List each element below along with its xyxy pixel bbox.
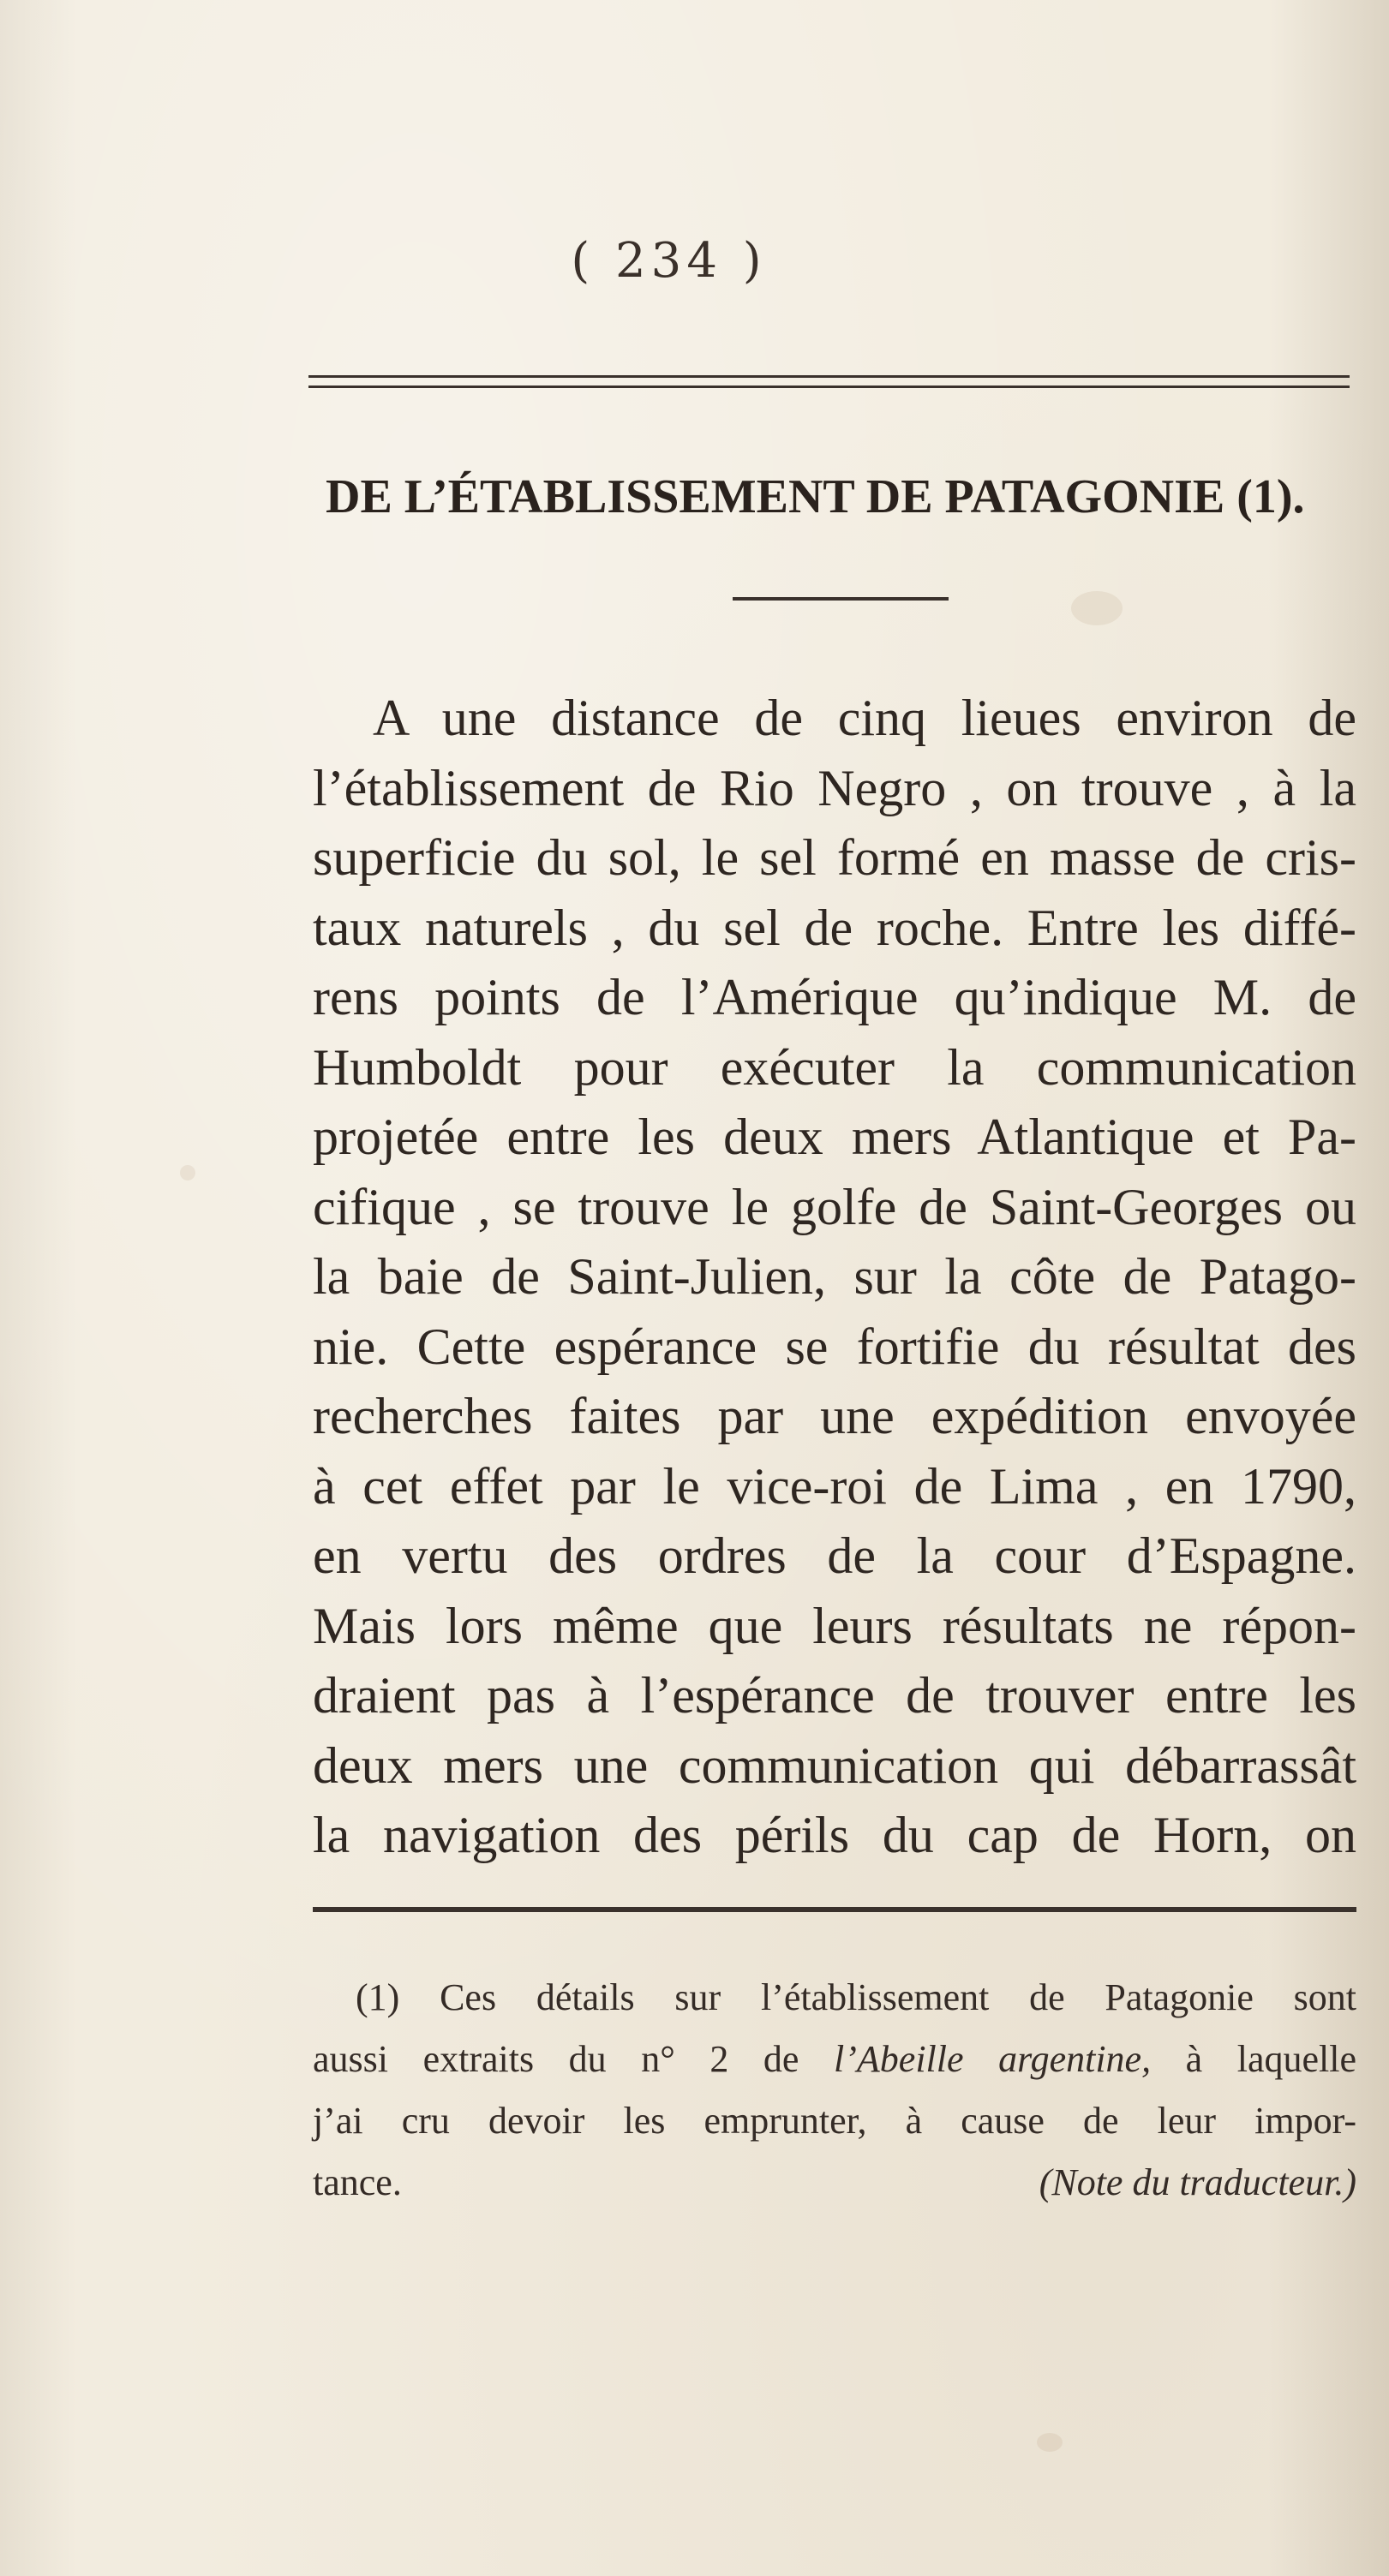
body-line: en vertu des ordres de la cour d’Espagne.	[313, 1527, 1356, 1584]
footnote-text: aussi extraits du n° 2 de	[313, 2038, 835, 2080]
footnote-text: à laquelle	[1151, 2038, 1357, 2080]
footnote-text: tance.	[313, 2161, 402, 2203]
body-line: projetée entre les deux mers Atlantique et Pa-	[313, 1109, 1356, 1165]
footnote-rule	[313, 1907, 1356, 1912]
header-rule-bottom	[308, 386, 1350, 388]
footnote	[313, 1967, 1356, 2214]
body-line: superficie du sol, le sel formé en masse de cris-	[313, 829, 1356, 886]
body-paragraph	[313, 684, 1356, 1871]
footnote-line: (1) Ces détails sur l’établissement de Patagonie sont	[356, 1976, 1356, 2018]
body-line: taux naturels , du sel de roche. Entre les diffé-	[313, 899, 1356, 956]
footnote-journal-title: l’Abeille argentine,	[834, 2038, 1152, 2080]
body-line: la navigation des périls du cap de Horn, on	[313, 1807, 1356, 1863]
body-line: la baie de Saint-Julien, sur la côte de Patago-	[313, 1248, 1356, 1305]
body-line: Humboldt pour exécuter la communication	[313, 1038, 1356, 1096]
body-line: A une distance de cinq lieues environ de	[373, 690, 1356, 746]
header-rule-top	[308, 375, 1350, 378]
body-line: l’établissement de Rio Negro , on trouve , à la	[313, 759, 1356, 816]
body-line: nie. Cette espérance se fortifie du résultat des	[313, 1318, 1356, 1375]
title-divider	[733, 597, 949, 601]
body-line: à cet effet par le vice-roi de Lima , en 1790,	[313, 1457, 1356, 1515]
footnote-line	[313, 2152, 1356, 2214]
paper-stain	[180, 1165, 195, 1180]
chapter-title: DE L’ÉTABLISSEMENT DE PATAGONIE (1).	[326, 470, 1305, 523]
footnote-line	[313, 2029, 1356, 2090]
paper-stain	[1037, 2433, 1063, 2452]
page-number: ( 234 )	[571, 233, 767, 289]
body-line: deux mers une communication qui débarrassât	[313, 1736, 1356, 1794]
translator-note-credit: (Note du traducteur.)	[1039, 2161, 1356, 2203]
body-line: rens points de l’Amérique qu’indique M. de	[313, 969, 1356, 1025]
body-line: cifique , se trouve le golfe de Saint-Georges ou	[313, 1178, 1356, 1235]
body-line: Mais lors même que leurs résultats ne répon-	[313, 1597, 1356, 1654]
body-line: recherches faites par une expédition envoyée	[313, 1388, 1356, 1444]
footnote-line: j’ai cru devoir les emprunter, à cause de leur impor-	[313, 2100, 1356, 2142]
body-line: draient pas à l’espérance de trouver entre les	[313, 1667, 1356, 1724]
paper-stain	[1071, 591, 1123, 625]
